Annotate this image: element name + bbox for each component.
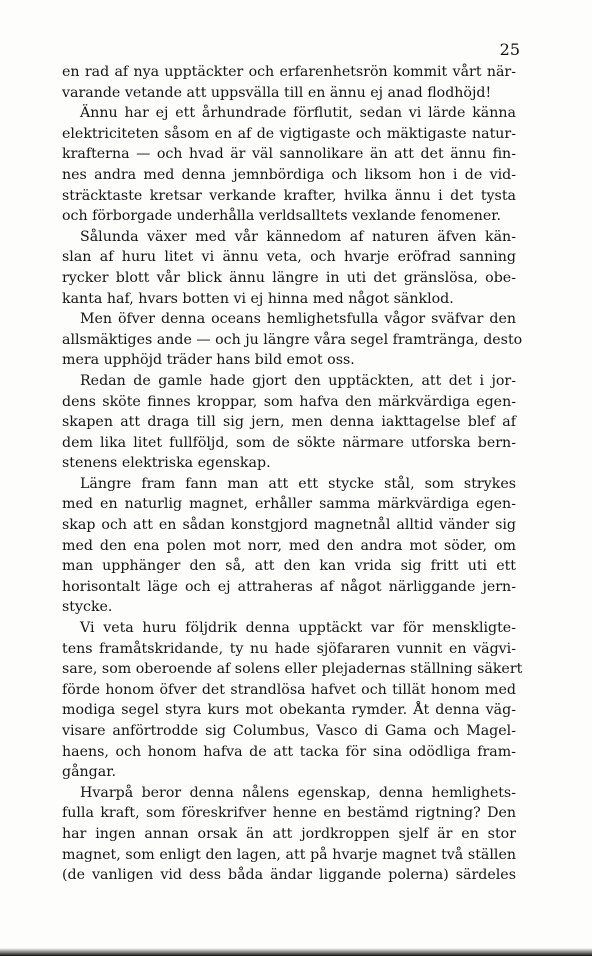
text-line: har ingen annan orsak än att jordkroppen sjelf är en stor (62, 825, 516, 842)
text-line: sträcktaste kretsar verkande krafter, hvilka ännu i det tysta (62, 187, 516, 204)
text-line: gångar. (62, 764, 116, 781)
text-line: varande vetande att uppsvälla till en ännu ej anad flodhöjd! (62, 84, 492, 101)
body-text (62, 62, 523, 886)
text-line: Redan de gamle hade gjort den upptäckten, att det i jor- (80, 372, 516, 389)
text-line: Men öfver denna oceans hemlighetsfulla vågor sväfvar den (80, 311, 516, 328)
text-line: dem lika litet fullföljd, som de sökte närmare utforska bern- (62, 434, 516, 451)
text-line: horisontalt läge och ej attraheras af något närliggande jern- (62, 578, 516, 595)
page-bottom-edge (0, 948, 592, 956)
text-line: skapen att draga till sig jern, men denna iakttagelse blef af (62, 414, 516, 431)
text-line: magnet, som enligt den lagen, att på hvarje magnet två ställen (62, 846, 516, 863)
text-line: visare anförtrodde sig Columbus, Vasco di Gama och Magel- (62, 723, 516, 739)
text-line: elektriciteten såsom en af de vigtigaste och mäktigaste natur- (62, 125, 516, 142)
text-line: slan af huru litet vi ännu veta, och hvarje eröfrad sanning (62, 249, 516, 266)
text-line: och förborgade underhålla verldsalltets vexlande fenomener. (62, 208, 502, 225)
text-line: krafterna — och hvad är väl sannolikare än att det ännu fin- (62, 146, 516, 163)
text-line: stenens elektriska egenskap. (62, 455, 271, 472)
text-line: skap och att en sådan konstgjord magnetnål alltid vänder sig (62, 517, 516, 534)
text-line: Ännu har ej ett århundrade förflutit, sedan vi lärde känna (80, 105, 516, 122)
text-line: allsmäktiges ande — och ju längre våra segel framtränga, desto (62, 331, 523, 348)
text-line: en rad af nya upptäckter och erfarenhetsrön kommit vårt när- (62, 64, 516, 80)
text-line: nes andra med denna jemnbördiga och liksom hon i de vid- (62, 166, 516, 183)
text-line: tens framåtskridande, ty nu hade sjöfararen vunnit en vägvi- (62, 640, 516, 657)
text-line: Vi veta huru följdrik denna upptäckt var för menskligte- (80, 620, 516, 637)
text-line: modiga segel styra kurs mot obekanta rymder. Åt denna väg- (62, 702, 516, 719)
text-line: dens sköte finnes kroppar, som hafva den märkvärdiga egen- (62, 393, 516, 410)
page-number: 25 (499, 40, 520, 59)
text-line: med den ena polen mot norr, med den andra mot söder, om (62, 537, 516, 554)
text-line: med en naturlig magnet, erhåller samma märkvärdiga egen- (62, 496, 516, 513)
text-line: Längre fram fann man att ett stycke stål, som strykes (80, 475, 516, 492)
text-line: fulla kraft, som föreskrifver henne en bestämd rigtning? Den (62, 805, 516, 822)
text-line: stycke. (62, 599, 113, 616)
text-line: rycker blott vår blick ännu längre in uti det gränslösa, obe- (62, 269, 516, 286)
text-line: mera upphöjd träder hans bild emot oss. (62, 352, 355, 369)
text-line: haens, och honom hafva de att tacka för sina odödliga fram- (62, 743, 516, 760)
text-line: kanta haf, hvars botten vi ej hinna med något sänklod. (62, 290, 454, 307)
text-line: sare, som oberoende af solens eller plejadernas ställning säkert (62, 661, 523, 678)
text-line: (de vanligen vid dess båda ändar liggande polerna) särdeles (62, 867, 516, 884)
text-line: man upphänger den så, att den kan vrida sig fritt uti ett (62, 558, 516, 575)
text-line: Sålunda växer med vår kännedom af naturen äfven kän- (80, 228, 516, 245)
text-line: Hvarpå beror denna nålens egenskap, denna hemlighets- (80, 784, 516, 801)
text-line: förde honom öfver det strandlösa hafvet och tillät honom med (62, 681, 516, 698)
